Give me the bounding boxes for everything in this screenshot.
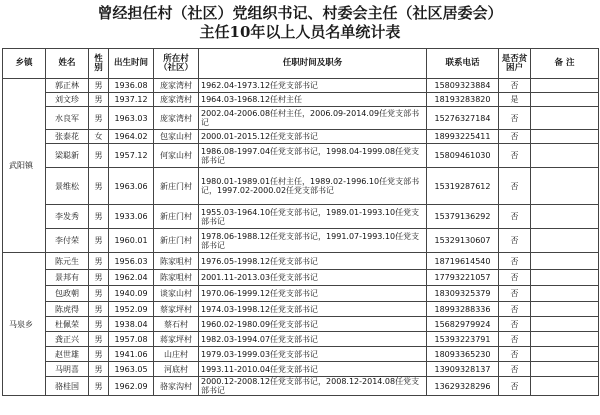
- name-cell: 李发秀: [46, 205, 89, 229]
- name-cell: 景邦有: [46, 270, 89, 286]
- village-cell: 谈家山村: [154, 286, 199, 302]
- sex-cell: 男: [89, 332, 109, 347]
- note-cell: [531, 377, 599, 396]
- sex-cell: 男: [89, 286, 109, 302]
- duty-cell: 2001.11-2013.03任党支部书记: [199, 270, 427, 286]
- phone-cell: 15319287612: [427, 168, 499, 205]
- birth-cell: 1963.03: [109, 107, 154, 130]
- note-cell: [531, 253, 599, 270]
- sex-cell: 男: [89, 253, 109, 270]
- name-cell: 骆桂国: [46, 377, 89, 396]
- birth-cell: 1933.06: [109, 205, 154, 229]
- note-cell: [531, 205, 599, 229]
- phone-cell: 15682979924: [427, 317, 499, 332]
- duty-cell: 1980.01-1989.01任村主任，1989.02-1996.10任党支部书记，1997.02-2000.02任党支部书记: [199, 168, 427, 205]
- phone-cell: 15809323884: [427, 79, 499, 93]
- sex-cell: 男: [89, 377, 109, 396]
- village-cell: 新庄门村: [154, 168, 199, 205]
- poor-cell: 否: [499, 144, 531, 168]
- header-cell: 姓名: [46, 49, 89, 79]
- duty-cell: 2000.01-2015.12任党支部书记: [199, 130, 427, 144]
- sex-cell: 男: [89, 93, 109, 107]
- town-cell: 武阳镇: [3, 79, 46, 253]
- note-cell: [531, 79, 599, 93]
- village-cell: 新庄门村: [154, 229, 199, 253]
- birth-cell: 1957.12: [109, 144, 154, 168]
- birth-cell: 1937.12: [109, 93, 154, 107]
- duty-cell: 1964.03-1968.12任村主任: [199, 93, 427, 107]
- name-cell: 陈虎得: [46, 302, 89, 317]
- village-cell: 河底村: [154, 362, 199, 377]
- table-row: [3, 79, 599, 93]
- name-cell: 李付荣: [46, 229, 89, 253]
- table-body: [3, 79, 599, 396]
- note-cell: [531, 286, 599, 302]
- table-row: [3, 144, 599, 168]
- birth-cell: 1962.04: [109, 270, 154, 286]
- name-cell: 刘文珍: [46, 93, 89, 107]
- birth-cell: 1957.08: [109, 332, 154, 347]
- poor-cell: 否: [499, 253, 531, 270]
- note-cell: [531, 107, 599, 130]
- poor-cell: 否: [499, 317, 531, 332]
- phone-cell: 15329130607: [427, 229, 499, 253]
- table-row: [3, 317, 599, 332]
- note-cell: [531, 130, 599, 144]
- name-cell: 龚正兴: [46, 332, 89, 347]
- header-cell: 备 注: [531, 49, 599, 79]
- document-title: [0, 0, 600, 42]
- village-cell: 陈家咀村: [154, 253, 199, 270]
- poor-cell: 是: [499, 93, 531, 107]
- header-cell: 出生时间: [109, 49, 154, 79]
- poor-cell: 否: [499, 362, 531, 377]
- village-cell: 蔡家坪村: [154, 302, 199, 317]
- duty-cell: 2002.04-2006.08任村主任，2006.09-2014.09任党支部书记: [199, 107, 427, 130]
- poor-cell: 否: [499, 286, 531, 302]
- duty-cell: 1970.06-1999.12任党支部书记: [199, 286, 427, 302]
- header-cell: 所在村（社区）: [154, 49, 199, 79]
- note-cell: [531, 347, 599, 362]
- note-cell: [531, 270, 599, 286]
- birth-cell: 1941.06: [109, 347, 154, 362]
- duty-cell: 1993.11-2010.04任党支部书记: [199, 362, 427, 377]
- village-cell: 庞家湾村: [154, 79, 199, 93]
- sex-cell: 男: [89, 205, 109, 229]
- name-cell: 水良军: [46, 107, 89, 130]
- duty-cell: 1976.05-1998.12任党支部书记: [199, 253, 427, 270]
- sex-cell: 男: [89, 362, 109, 377]
- name-cell: 张泰花: [46, 130, 89, 144]
- poor-cell: 否: [499, 270, 531, 286]
- sex-cell: 男: [89, 270, 109, 286]
- name-cell: 陈元生: [46, 253, 89, 270]
- note-cell: [531, 317, 599, 332]
- name-cell: 包政朝: [46, 286, 89, 302]
- birth-cell: 1962.09: [109, 377, 154, 396]
- duty-cell: 1962.04-1973.12任党支部书记: [199, 79, 427, 93]
- phone-cell: 15276327184: [427, 107, 499, 130]
- sex-cell: 男: [89, 229, 109, 253]
- header-cell: 是否贫困户: [499, 49, 531, 79]
- note-cell: [531, 302, 599, 317]
- note-cell: [531, 332, 599, 347]
- birth-cell: 1964.02: [109, 130, 154, 144]
- sex-cell: 男: [89, 168, 109, 205]
- table-row: [3, 130, 599, 144]
- header-cell: 性别: [89, 49, 109, 79]
- phone-cell: 18093365230: [427, 347, 499, 362]
- phone-cell: 15393223791: [427, 332, 499, 347]
- phone-cell: 18719614540: [427, 253, 499, 270]
- village-cell: 陈家咀村: [154, 270, 199, 286]
- duty-cell: 1986.08-1997.04任党支部书记，1998.04-1999.08任党支部书记: [199, 144, 427, 168]
- title-line-1: 曾经担任村（社区）党组织书记、村委会主任（社区居委会）: [97, 4, 503, 22]
- sex-cell: 男: [89, 347, 109, 362]
- table-row: [3, 205, 599, 229]
- village-cell: 骆家沟村: [154, 377, 199, 396]
- phone-cell: 15379136292: [427, 205, 499, 229]
- phone-cell: 17793221057: [427, 270, 499, 286]
- table-row: [3, 362, 599, 377]
- header-cell: 乡镇: [3, 49, 46, 79]
- village-cell: 包家山村: [154, 130, 199, 144]
- birth-cell: 1963.05: [109, 362, 154, 377]
- village-cell: 新庄门村: [154, 205, 199, 229]
- phone-cell: 13909328137: [427, 362, 499, 377]
- poor-cell: 否: [499, 302, 531, 317]
- table-row: [3, 332, 599, 347]
- header-cell: 联系电话: [427, 49, 499, 79]
- table-row: [3, 107, 599, 130]
- poor-cell: 否: [499, 168, 531, 205]
- sex-cell: 女: [89, 130, 109, 144]
- poor-cell: 否: [499, 130, 531, 144]
- village-cell: 山庄村: [154, 347, 199, 362]
- note-cell: [531, 144, 599, 168]
- duty-cell: 1960.02-1980.09任党支部书记: [199, 317, 427, 332]
- personnel-table: [2, 48, 599, 396]
- birth-cell: 1952.09: [109, 302, 154, 317]
- birth-cell: 1963.06: [109, 168, 154, 205]
- table-header-row: [3, 49, 599, 79]
- phone-cell: 13629328296: [427, 377, 499, 396]
- poor-cell: 否: [499, 107, 531, 130]
- birth-cell: 1960.01: [109, 229, 154, 253]
- table-row: [3, 302, 599, 317]
- duty-cell: 1978.06-1988.12任党支部书记，1991.07-1993.10任党支部书记: [199, 229, 427, 253]
- birth-cell: 1936.08: [109, 79, 154, 93]
- phone-cell: 18193283820: [427, 93, 499, 107]
- duty-cell: 1979.03-1999.03任党支部书记: [199, 347, 427, 362]
- name-cell: 赵世雄: [46, 347, 89, 362]
- poor-cell: 否: [499, 79, 531, 93]
- table-row: [3, 286, 599, 302]
- town-cell: 马泉乡: [3, 253, 46, 396]
- birth-cell: 1940.09: [109, 286, 154, 302]
- poor-cell: 否: [499, 205, 531, 229]
- note-cell: [531, 229, 599, 253]
- table-row: [3, 253, 599, 270]
- poor-cell: 否: [499, 332, 531, 347]
- phone-cell: 18993225411: [427, 130, 499, 144]
- village-cell: 蔡石村: [154, 317, 199, 332]
- duty-cell: 2000.12-2008.12任党支部书记，2008.12-2014.08任党支部书记: [199, 377, 427, 396]
- village-cell: 蒋家坪村: [154, 332, 199, 347]
- table-row: [3, 270, 599, 286]
- note-cell: [531, 362, 599, 377]
- village-cell: 庞家湾村: [154, 93, 199, 107]
- name-cell: 杜佩荣: [46, 317, 89, 332]
- name-cell: 景维松: [46, 168, 89, 205]
- duty-cell: 1974.03-1998.12任党支部书记: [199, 302, 427, 317]
- name-cell: 梁聪新: [46, 144, 89, 168]
- name-cell: 郭正林: [46, 79, 89, 93]
- birth-cell: 1938.04: [109, 317, 154, 332]
- poor-cell: 否: [499, 347, 531, 362]
- sex-cell: 男: [89, 107, 109, 130]
- poor-cell: 否: [499, 229, 531, 253]
- phone-cell: 15809461030: [427, 144, 499, 168]
- birth-cell: 1956.03: [109, 253, 154, 270]
- name-cell: 马明喜: [46, 362, 89, 377]
- duty-cell: 1955.03-1964.10任党支部书记，1989.01-1993.10任党支部书记: [199, 205, 427, 229]
- poor-cell: 否: [499, 377, 531, 396]
- table-row: [3, 93, 599, 107]
- duty-cell: 1982.03-1994.07任党支部书记: [199, 332, 427, 347]
- table-row: [3, 347, 599, 362]
- sex-cell: 男: [89, 317, 109, 332]
- title-line-2: 主任10年以上人员名单统计表: [199, 23, 401, 41]
- phone-cell: 18993288336: [427, 302, 499, 317]
- sex-cell: 男: [89, 302, 109, 317]
- table-row: [3, 229, 599, 253]
- note-cell: [531, 93, 599, 107]
- sex-cell: 男: [89, 79, 109, 93]
- phone-cell: 18309325379: [427, 286, 499, 302]
- village-cell: 庞家湾村: [154, 107, 199, 130]
- note-cell: [531, 168, 599, 205]
- village-cell: 何家山村: [154, 144, 199, 168]
- table-row: [3, 168, 599, 205]
- table-row: [3, 377, 599, 396]
- header-cell: 任职时间及职务: [199, 49, 427, 79]
- sex-cell: 男: [89, 144, 109, 168]
